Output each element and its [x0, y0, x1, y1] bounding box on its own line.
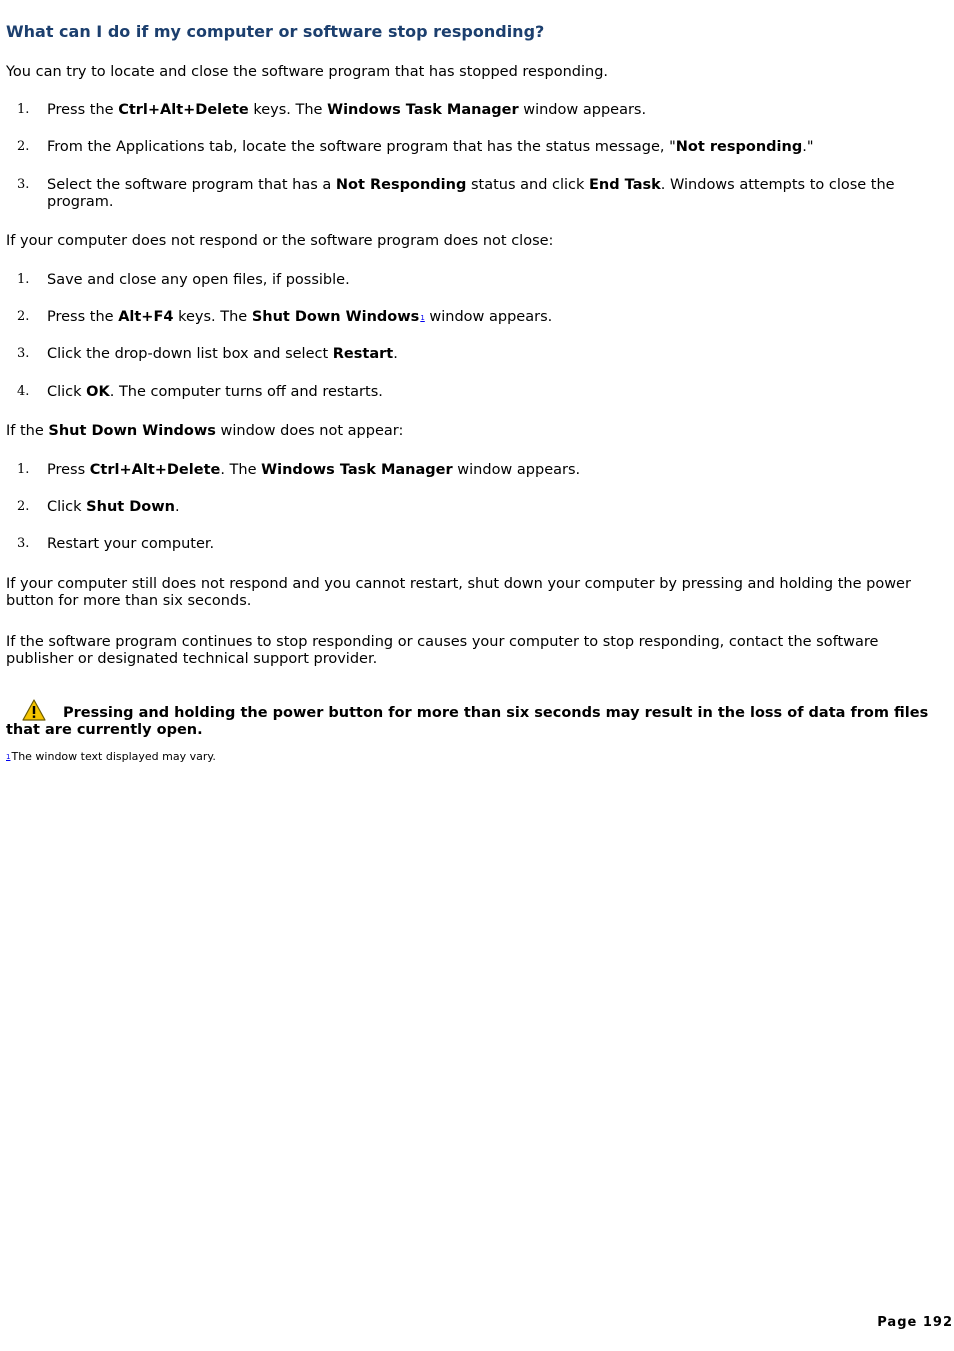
bold-term: End Task: [589, 177, 661, 193]
bold-term: Windows Task Manager: [261, 462, 453, 478]
footnote-marker[interactable]: 1: [6, 753, 11, 761]
bold-term: Not Responding: [335, 177, 467, 193]
step-number: 1.: [17, 462, 30, 477]
step-text: Restart your computer.: [47, 536, 215, 552]
bold-term: Windows Task Manager: [327, 102, 519, 118]
step-text: Click the drop-down list box and select Restart.: [47, 346, 398, 362]
bold-term: Restart: [332, 346, 394, 362]
intro-paragraph: You can try to locate and close the software program that has stopped responding.: [6, 64, 609, 80]
footnote-text: The window text displayed may vary.: [11, 750, 216, 763]
bold-term: Ctrl+Alt+Delete: [118, 102, 249, 118]
step-text: From the Applications tab, locate the software program that has the status message, "Not responding.": [47, 139, 814, 155]
bold-term: Shut Down: [86, 499, 175, 515]
step-number: 2.: [17, 499, 30, 514]
step-text: Select the software program that has a Not Responding status and click End Task. Windows attempts to close the program.: [47, 177, 895, 210]
step-number: 1.: [17, 102, 30, 117]
page-title: What can I do if my computer or software stop responding?: [6, 22, 545, 41]
step-number: 3.: [17, 177, 30, 192]
step-number: 1.: [17, 272, 30, 287]
step-number: 3.: [17, 346, 30, 361]
bold-term: OK: [86, 384, 110, 400]
warning-note: [6, 705, 936, 739]
bold-term: Not responding: [675, 139, 803, 155]
shutdown-missing-paragraph: If the Shut Down Windows window does not appear:: [6, 423, 404, 439]
step-number: 3.: [17, 536, 30, 551]
support-paragraph: If the software program continues to stop responding or causes your computer to stop responding, contact the software publisher or designated technical support provider.: [6, 634, 879, 667]
step-text: Click OK. The computer turns off and restarts.: [47, 384, 383, 400]
bold-term: Alt+F4: [118, 309, 174, 325]
page-number: Page 192: [877, 1315, 953, 1330]
step-number: 4.: [17, 384, 30, 399]
step-text: Press the Alt+F4 keys. The Shut Down Windows1 window appears.: [47, 309, 553, 325]
footnote: [6, 750, 216, 765]
no-response-paragraph: If your computer does not respond or the software program does not close:: [6, 233, 554, 249]
step-text: Press Ctrl+Alt+Delete. The Windows Task Manager window appears.: [47, 462, 581, 478]
footnote-link[interactable]: 1: [420, 314, 425, 322]
power-button-paragraph: If your computer still does not respond and you cannot restart, shut down your computer by pressing and holding the power button for more than six seconds.: [6, 576, 911, 609]
step-text: Save and close any open files, if possible.: [47, 272, 350, 288]
step-text: Click Shut Down.: [47, 499, 180, 515]
warning-triangle-icon: [22, 699, 46, 721]
bold-term: Shut Down Windows: [48, 423, 216, 439]
step-text: Press the Ctrl+Alt+Delete keys. The Windows Task Manager window appears.: [47, 102, 647, 118]
bold-term: Shut Down Windows: [251, 309, 420, 325]
warning-text: Pressing and holding the power button for more than six seconds may result in the loss of data from files that are currently open.: [6, 705, 929, 738]
bold-term: Ctrl+Alt+Delete: [89, 462, 221, 478]
step-number: 2.: [17, 139, 30, 154]
step-number: 2.: [17, 309, 30, 324]
